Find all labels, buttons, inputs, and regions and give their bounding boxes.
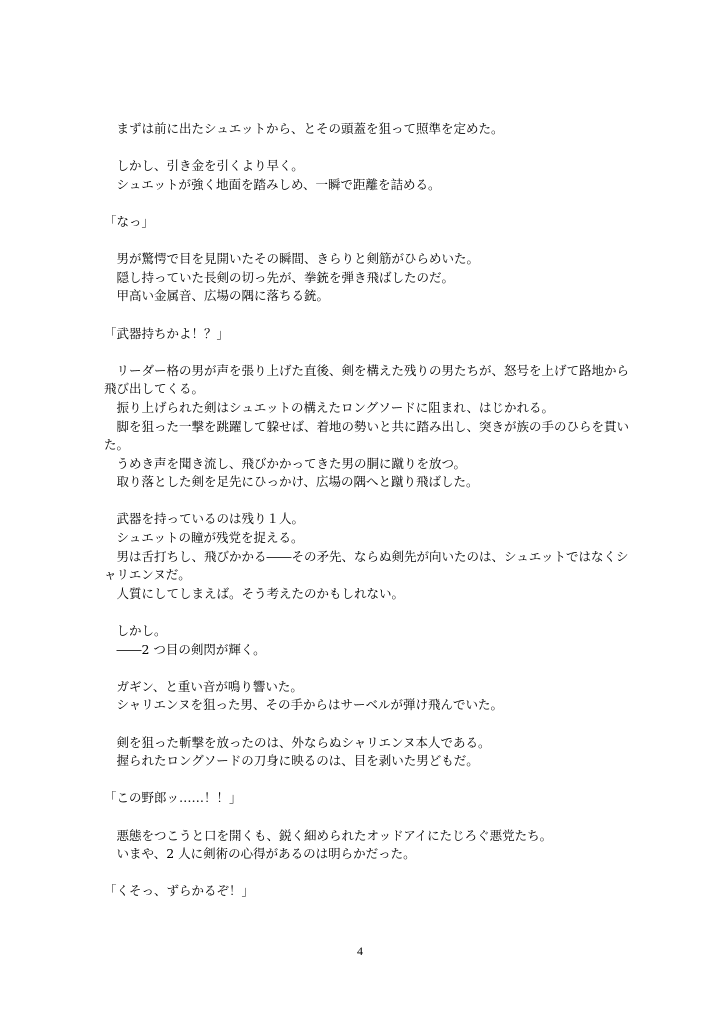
text-line: 「武器持ちかよ！？」 bbox=[104, 325, 230, 341]
text-line: シュエットの瞳が残党を捉える。 bbox=[104, 530, 304, 546]
text-line: 飛び出してくる。 bbox=[104, 381, 205, 397]
text-line: シャリエンヌを狙った男、その手からはサーベルが弾け飛んでいた。 bbox=[104, 697, 504, 713]
text-line: うめき声を聞き流し、飛びかかってきた男の胴に蹴りを放つ。 bbox=[104, 455, 467, 471]
text-line: 隠し持っていた長剣の切っ先が、拳銃を弾き飛ばしたのだ。 bbox=[104, 269, 455, 285]
body-text bbox=[104, 120, 630, 901]
text-line: 「くそっ、ずらかるぞ！」 bbox=[104, 883, 255, 899]
blank-line bbox=[104, 659, 624, 678]
blank-line bbox=[104, 492, 624, 511]
blank-line bbox=[104, 771, 624, 790]
text-line: 男は舌打ちし、飛びかかる――その矛先、ならぬ剣先が向いたのは、シュエットではなくシ bbox=[104, 548, 629, 564]
text-line: しかし。 bbox=[104, 623, 167, 639]
text-line: 人質にしてしまえば。そう考えたのかもしれない。 bbox=[104, 585, 405, 601]
blank-line bbox=[104, 715, 624, 734]
text-line: リーダー格の男が声を張り上げた直後、剣を構えた残りの男たちが、怒号を上げて路地から bbox=[104, 362, 630, 378]
text-line: 「この野郎ッ……！！」 bbox=[104, 790, 242, 806]
text-line: ャリエンヌだ。 bbox=[104, 567, 191, 583]
text-line: た。 bbox=[104, 437, 130, 453]
text-line: しかし、引き金を引くより早く。 bbox=[104, 158, 304, 174]
text-line: 武器を持っているのは残り１人。 bbox=[104, 511, 305, 527]
text-line: 取り落とした剣を足先にひっかけ、広場の隅へと蹴り飛ばした。 bbox=[104, 474, 479, 490]
blank-line bbox=[104, 603, 624, 622]
text-line: 男が驚愕で目を見開いたその瞬間、きらりと剣筋がひらめいた。 bbox=[104, 251, 480, 267]
text-line: ガギン、と重い音が鳴り響いた。 bbox=[104, 678, 303, 694]
blank-line bbox=[104, 232, 624, 251]
text-line: 振り上げられた剣はシュエットの構えたロングソードに阻まれ、はじかれる。 bbox=[104, 399, 555, 415]
blank-line bbox=[104, 343, 624, 362]
text-line: シュエットが強く地面を踏みしめ、一瞬で距離を詰める。 bbox=[104, 176, 441, 192]
text-line: 握られたロングソードの刀身に映るのは、目を剥いた男どもだ。 bbox=[104, 753, 479, 769]
text-line: 甲高い金属音、広場の隅に落ちる銃。 bbox=[104, 288, 330, 304]
blank-line bbox=[104, 864, 624, 883]
text-line: 剣を狙った斬撃を放ったのは、外ならぬシャリエンヌ本人である。 bbox=[104, 734, 491, 750]
text-line: 悪態をつこうと口を開くも、鋭く細められたオッドアイにたじろぐ悪党たち。 bbox=[104, 827, 553, 843]
text-line: いまや、2 人に剣術の心得があるのは明らかだった。 bbox=[104, 846, 416, 862]
text-line: 脚を狙った一撃を跳躍して躱せば、着地の勢いと共に踏み出し、突きが族の手のひらを貫い bbox=[104, 418, 630, 434]
text-line: 「なっ」 bbox=[104, 213, 155, 229]
text-line: ――2 つ目の剣閃が輝く。 bbox=[104, 641, 266, 657]
blank-line bbox=[104, 139, 624, 158]
page-number: 4 bbox=[357, 944, 363, 958]
blank-line bbox=[104, 194, 624, 213]
blank-line bbox=[104, 808, 624, 827]
text-line: まずは前に出たシュエットから、とその頭蓋を狙って照準を定めた。 bbox=[104, 121, 504, 136]
blank-line bbox=[104, 306, 624, 325]
